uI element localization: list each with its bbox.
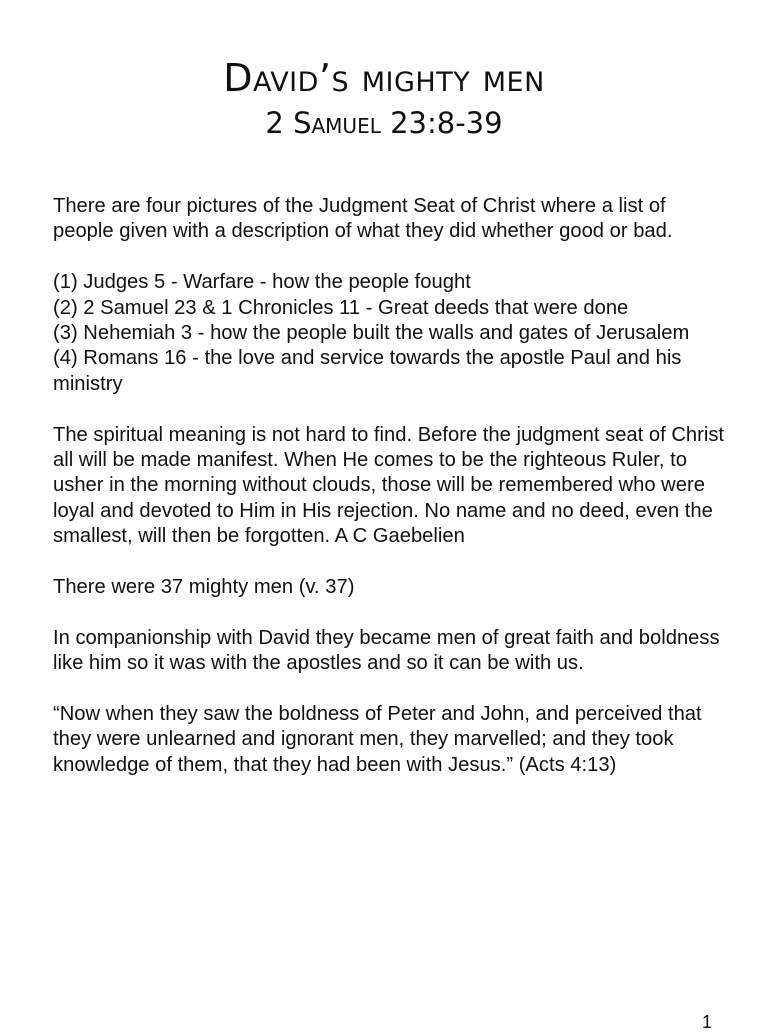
list-item: (3) Nehemiah 3 - how the people built the walls and gates of Jerusalem xyxy=(53,322,690,345)
list-item: (2) 2 Samuel 23 & 1 Chronicles 11 - Great deeds that were done xyxy=(53,296,629,319)
list-item: (1) Judges 5 - Warfare - how the people fought xyxy=(53,271,471,294)
page-number: 1 xyxy=(701,1012,712,1032)
count-paragraph: There were 37 mighty men (v. 37) xyxy=(53,576,355,599)
meaning-paragraph: The spiritual meaning is not hard to find. Before the judgment seat of Christ all will be made manifest. When He comes to be the righteous Ruler, to usher in the morning without clouds, those will be remembered who were loyal and devoted to Him in His rejection. No name and no deed, even the smallest, will then be forgotten. A C Gaebelien xyxy=(53,423,725,548)
intro-paragraph: There are four pictures of the Judgment Seat of Christ where a list of people given with a description of what they did whether good or bad. xyxy=(53,195,673,243)
quote-paragraph: “Now when they saw the boldness of Peter and John, and perceived that they were unlearned and ignorant men, they marvelled; and they took knowledge of them, that they had been with Jesus.” (Acts 4:13) xyxy=(53,703,702,776)
page-subtitle: 2 Samuel 23:8-39 xyxy=(265,106,503,140)
judgment-pictures-list xyxy=(53,270,725,397)
companionship-paragraph: In companionship with David they became men of great faith and boldness like him so it was with the apostles and so it can be with us. xyxy=(53,626,720,675)
page-title: David’s mighty men xyxy=(223,56,545,100)
list-item: (4) Romans 16 - the love and service towards the apostle Paul and his ministry xyxy=(53,347,682,395)
document-body xyxy=(53,194,725,804)
